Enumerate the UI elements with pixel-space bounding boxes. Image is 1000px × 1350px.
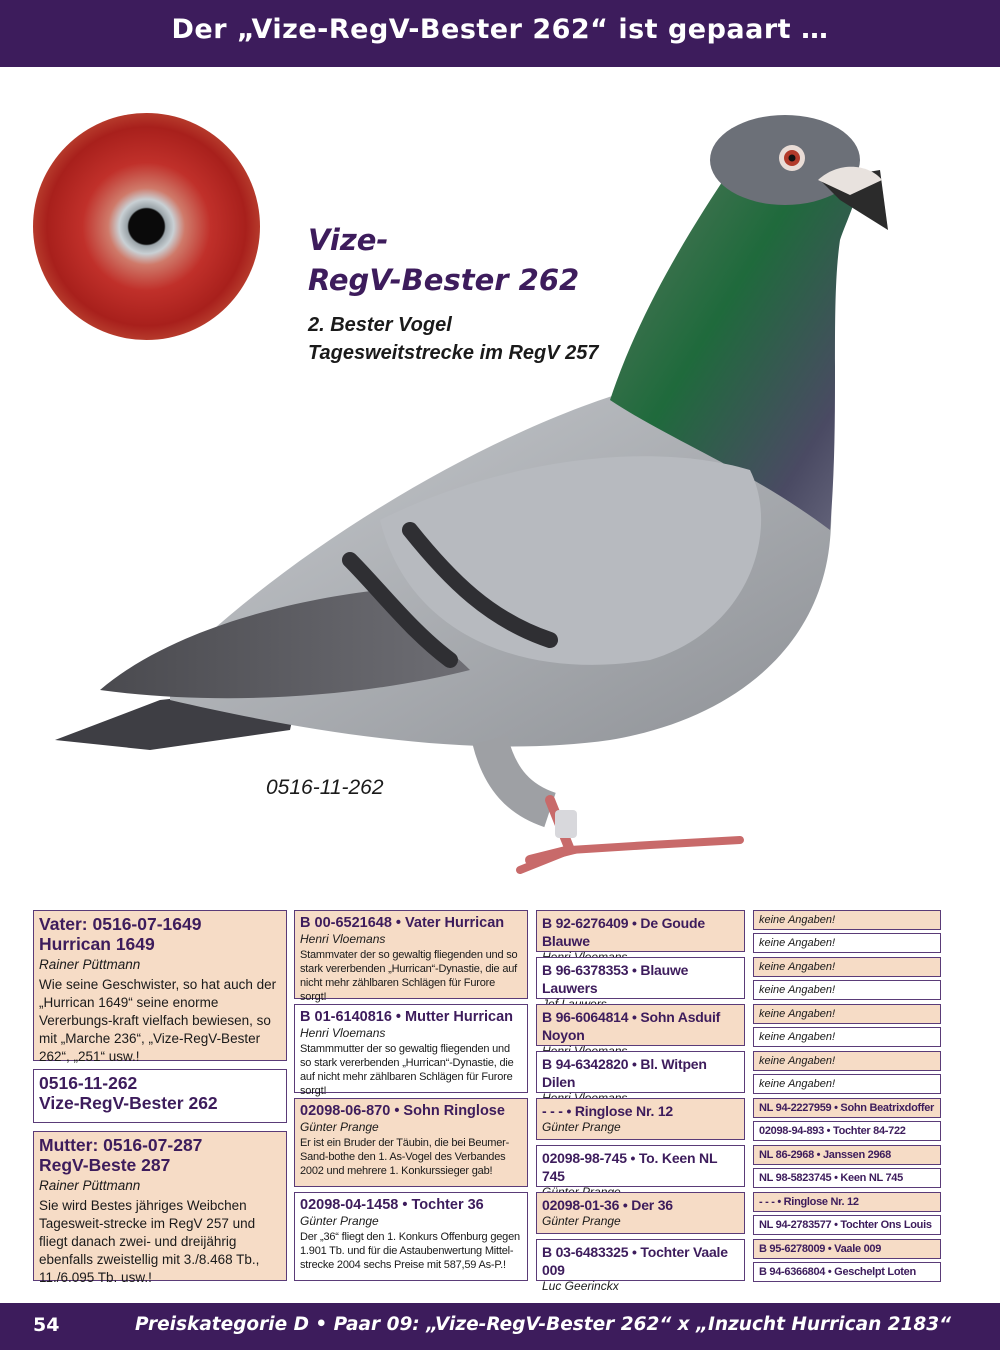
great-grandparent-breeder: Luc Geerinckx: [542, 1279, 619, 1293]
ancestor-box: [753, 1145, 941, 1165]
great-grandparent-heading: - - - • Ringlose Nr. 12: [542, 1103, 673, 1119]
ancestor-label: keine Angaben!: [759, 1031, 836, 1043]
ancestor-label: keine Angaben!: [759, 1055, 836, 1067]
grandparent-box: [294, 1098, 528, 1187]
great-grandparent-box: [536, 1192, 745, 1234]
ancestor-label: B 94-6366804 • Geschelpt Loten: [759, 1266, 916, 1278]
great-grandparent-box: [536, 1098, 745, 1140]
father-heading-1: Vater: 0516-07-1649: [39, 914, 202, 934]
ancestor-box: [753, 1051, 941, 1071]
ancestor-box: [753, 1121, 941, 1141]
great-grandparent-heading: 02098-98-745 • To. Keen NL 745: [542, 1150, 718, 1184]
ancestor-label: NL 98-5823745 • Keen NL 745: [759, 1172, 903, 1184]
ancestor-box: [753, 957, 941, 977]
great-grandparent-box: [536, 1051, 745, 1093]
mother-heading-2: RegV-Beste 287: [39, 1155, 171, 1175]
bird-subtitle-line2: Tagesweitstrecke im RegV 257: [308, 342, 599, 364]
grandparent-box: [294, 1004, 528, 1097]
grandparent-heading: 02098-04-1458 • Tochter 36: [300, 1197, 484, 1213]
grandparent-heading: B 01-6140816 • Mutter Hurrican: [300, 1009, 513, 1025]
self-heading-1: 0516-11-262: [39, 1073, 138, 1093]
ancestor-box: [753, 910, 941, 930]
mother-description: Sie wird Bestes jähriges Weibchen Tagesweit-strecke im RegV 257 und fliegt danach zwei- und dreijährig ebenfalls zweistellig mit 3./8.468 Tb., 11./6.095 Tb. usw.!: [39, 1198, 260, 1285]
great-grandparent-box: [536, 957, 745, 999]
great-grandparent-breeder: Günter Prange: [542, 1214, 621, 1228]
footer-caption: Preiskategorie D • Paar 09: „Vize-RegV-Bester 262“ x „Inzucht Hurrican 2183“: [135, 1314, 952, 1335]
great-grandparent-heading: B 92-6276409 • De Goude Blauwe: [542, 915, 705, 949]
ancestor-label: - - - • Ringlose Nr. 12: [759, 1196, 859, 1208]
ancestor-box: [753, 933, 941, 953]
ancestor-label: keine Angaben!: [759, 914, 836, 926]
great-grandparent-heading: B 96-6378353 • Blauwe Lauwers: [542, 962, 689, 996]
ancestor-box: [753, 980, 941, 1000]
ancestor-box: [753, 1192, 941, 1212]
great-grandparent-box: [536, 1239, 745, 1293]
self-heading-2: Vize-RegV-Bester 262: [39, 1093, 218, 1113]
grandparent-heading: 02098-06-870 • Sohn Ringlose: [300, 1103, 505, 1119]
grandparent-breeder: Henri Vloemans: [300, 932, 386, 946]
grandparent-heading: B 00-6521648 • Vater Hurrican: [300, 915, 505, 931]
great-grandparent-heading: 02098-01-36 • Der 36: [542, 1197, 673, 1213]
great-grandparent-box: [536, 1145, 745, 1187]
ancestor-box: [753, 1004, 941, 1024]
ancestor-label: keine Angaben!: [759, 1078, 836, 1090]
grandparent-description: Stammvater der so gewaltig fliegenden und so stark vererbenden „Hurrican“-Dynastie, die auf nicht mehr zählbaren Schlägen für Furore sorgt!: [300, 949, 518, 1003]
ancestor-box: [753, 1239, 941, 1259]
footer-bar: [0, 1303, 1000, 1350]
header-bar: [0, 0, 1000, 67]
ancestor-box: [753, 1215, 941, 1235]
ancestor-label: NL 94-2227959 • Sohn Beatrixdoffer: [759, 1102, 935, 1114]
grandparent-breeder: Günter Prange: [300, 1120, 379, 1134]
mother-box: [33, 1131, 287, 1285]
mother-breeder: Rainer Püttmann: [39, 1178, 141, 1193]
great-grandparent-box: [536, 910, 745, 952]
page-title: Der „Vize-RegV-Bester 262“ ist gepaart …: [171, 14, 829, 45]
grandparent-box: [294, 910, 528, 1003]
ancestor-label: 02098-94-893 • Tochter 84-722: [759, 1125, 906, 1137]
ancestor-label: keine Angaben!: [759, 1008, 836, 1020]
great-grandparent-heading: B 94-6342820 • Bl. Witpen Dilen: [542, 1056, 707, 1090]
ancestor-box: [753, 1098, 941, 1118]
great-grandparent-heading: B 96-6064814 • Sohn Asduif Noyon: [542, 1009, 721, 1043]
mother-heading-1: Mutter: 0516-07-287: [39, 1135, 203, 1155]
grandparent-description: Er ist ein Bruder der Täubin, die bei Beumer-Sand-bothe den 1. As-Vogel des Verbandes 2002 und mehrere 1. Konkurssieger gab!: [300, 1137, 510, 1177]
bird-title: [308, 220, 579, 300]
ancestor-label: keine Angaben!: [759, 961, 836, 973]
ancestor-box: [753, 1074, 941, 1094]
bird-title-line1: Vize-: [308, 223, 389, 257]
father-description: Wie seine Geschwister, so hat auch der „Hurrican 1649“ seine enorme Vererbungs-kraft vielfach bewiesen, so mit „Marche 236“, „Vize-RegV-Bester 262“, „251“ usw.!: [39, 977, 277, 1064]
father-breeder: Rainer Püttmann: [39, 957, 141, 972]
bird-subtitle: [308, 311, 599, 367]
ancestor-label: NL 86-2968 • Janssen 2968: [759, 1149, 891, 1161]
ancestor-label: NL 94-2783577 • Tochter Ons Louis: [759, 1219, 932, 1231]
ancestor-label: keine Angaben!: [759, 937, 836, 949]
page-number: 54: [33, 1314, 60, 1336]
self-box: [33, 1069, 287, 1123]
great-grandparent-box: [536, 1004, 745, 1046]
great-grandparent-breeder: Günter Prange: [542, 1120, 621, 1134]
ancestor-box: [753, 1027, 941, 1047]
grandparent-breeder: Henri Vloemans: [300, 1026, 386, 1040]
grandparent-description: Stammmutter der so gewaltig fliegenden und so stark vererbenden „Hurrican“-Dynastie, die auf nicht mehr zählbaren Schlägen für Furore sorgt!: [300, 1043, 514, 1097]
bird-subtitle-line1: 2. Bester Vogel: [308, 314, 452, 336]
ancestor-box: [753, 1168, 941, 1188]
ancestor-label: B 95-6278009 • Vaale 009: [759, 1243, 882, 1255]
ancestor-box: [753, 1262, 941, 1282]
father-heading-2: Hurrican 1649: [39, 934, 155, 954]
great-grandparent-heading: B 03-6483325 • Tochter Vaale 009: [542, 1244, 728, 1278]
grandparent-description: Der „36“ fliegt den 1. Konkurs Offenburg gegen 1.901 Tb. und für die Astaubenwertung Mittel-strecke 2004 sechs Preise mit 587,59 As-P.!: [300, 1231, 520, 1271]
father-box: [33, 910, 287, 1064]
ancestor-label: keine Angaben!: [759, 984, 836, 996]
ring-number: 0516-11-262: [266, 776, 384, 799]
grandparent-box: [294, 1192, 528, 1281]
grandparent-breeder: Günter Prange: [300, 1214, 379, 1228]
bird-title-line2: RegV-Bester 262: [308, 263, 580, 297]
